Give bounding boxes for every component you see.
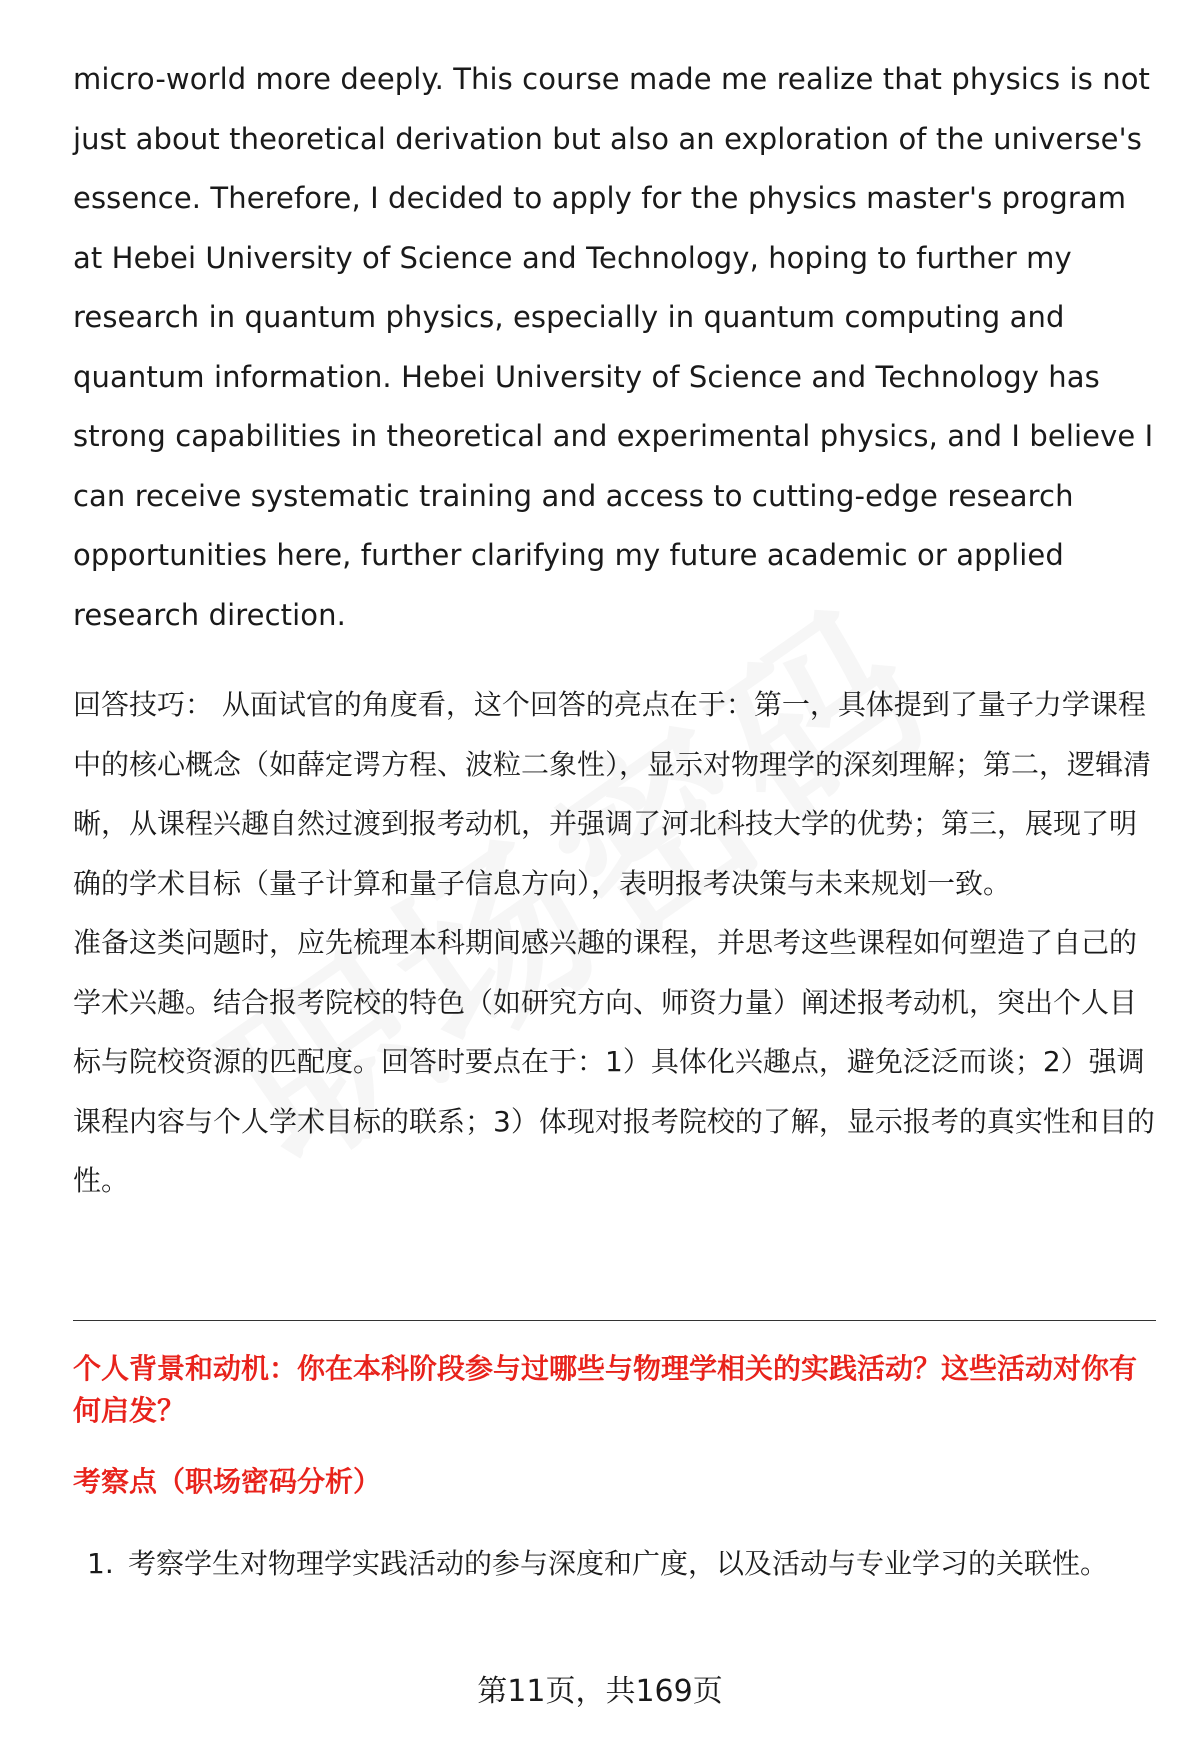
- list-item-text: 考察学生对物理学实践活动的参与深度和广度，以及活动与专业学习的关联性。: [128, 1547, 1109, 1580]
- answer-text-english: micro-world more deeply. This course made me realize that physics is not just about theoretical derivation but also an exploration of the universe's essence. Therefore, I decided to apply for the physics master's program at Hebei University of Science and Technology, hoping to further my research in quantum physics, especially in quantum computing and quantum information. Hebei University of Science and Technology has strong capabilities in theoretical and experimental physics, and I believe I can receive systematic training and access to cutting-edge research opportunities here, further clarifying my future academic or applied research direction.: [73, 62, 1154, 632]
- answer-tips-paragraph: 回答技巧： 从面试官的角度看，这个回答的亮点在于：第一，具体提到了量子力学课程中的核心概念（如薛定谔方程、波粒二象性），显示对物理学的深刻理解；第二，逻辑清晰，从课程兴趣自然过渡到报考动机，并强调了河北科技大学的优势；第三，展现了明确的学术目标（量子计算和量子信息方向），表明报考决策与未来规划一致。: [73, 688, 1152, 900]
- list-item-number: 1.: [87, 1547, 114, 1580]
- list-item: [73, 1534, 1158, 1594]
- document-body: [73, 50, 1158, 1211]
- page-footer: 第11页，共169页: [477, 1674, 723, 1709]
- assessment-points-list: [73, 1534, 1158, 1594]
- section-divider: [73, 1320, 1156, 1321]
- question-heading: 个人背景和动机：你在本科阶段参与过哪些与物理学相关的实践活动？这些活动对你有何启发？: [73, 1352, 1138, 1427]
- preparation-tips-paragraph: 准备这类问题时，应先梳理本科期间感兴趣的课程，并思考这些课程如何塑造了自己的学术兴趣。结合报考院校的特色（如研究方向、师资力量）阐述报考动机，突出个人目标与院校资源的匹配度。回答时要点在于：1）具体化兴趣点，避免泛泛而谈；2）强调课程内容与个人学术目标的联系；3）体现对报考院校的了解，显示报考的真实性和目的性。: [73, 926, 1155, 1197]
- assessment-points-heading: 考察点（职场密码分析）: [73, 1465, 382, 1498]
